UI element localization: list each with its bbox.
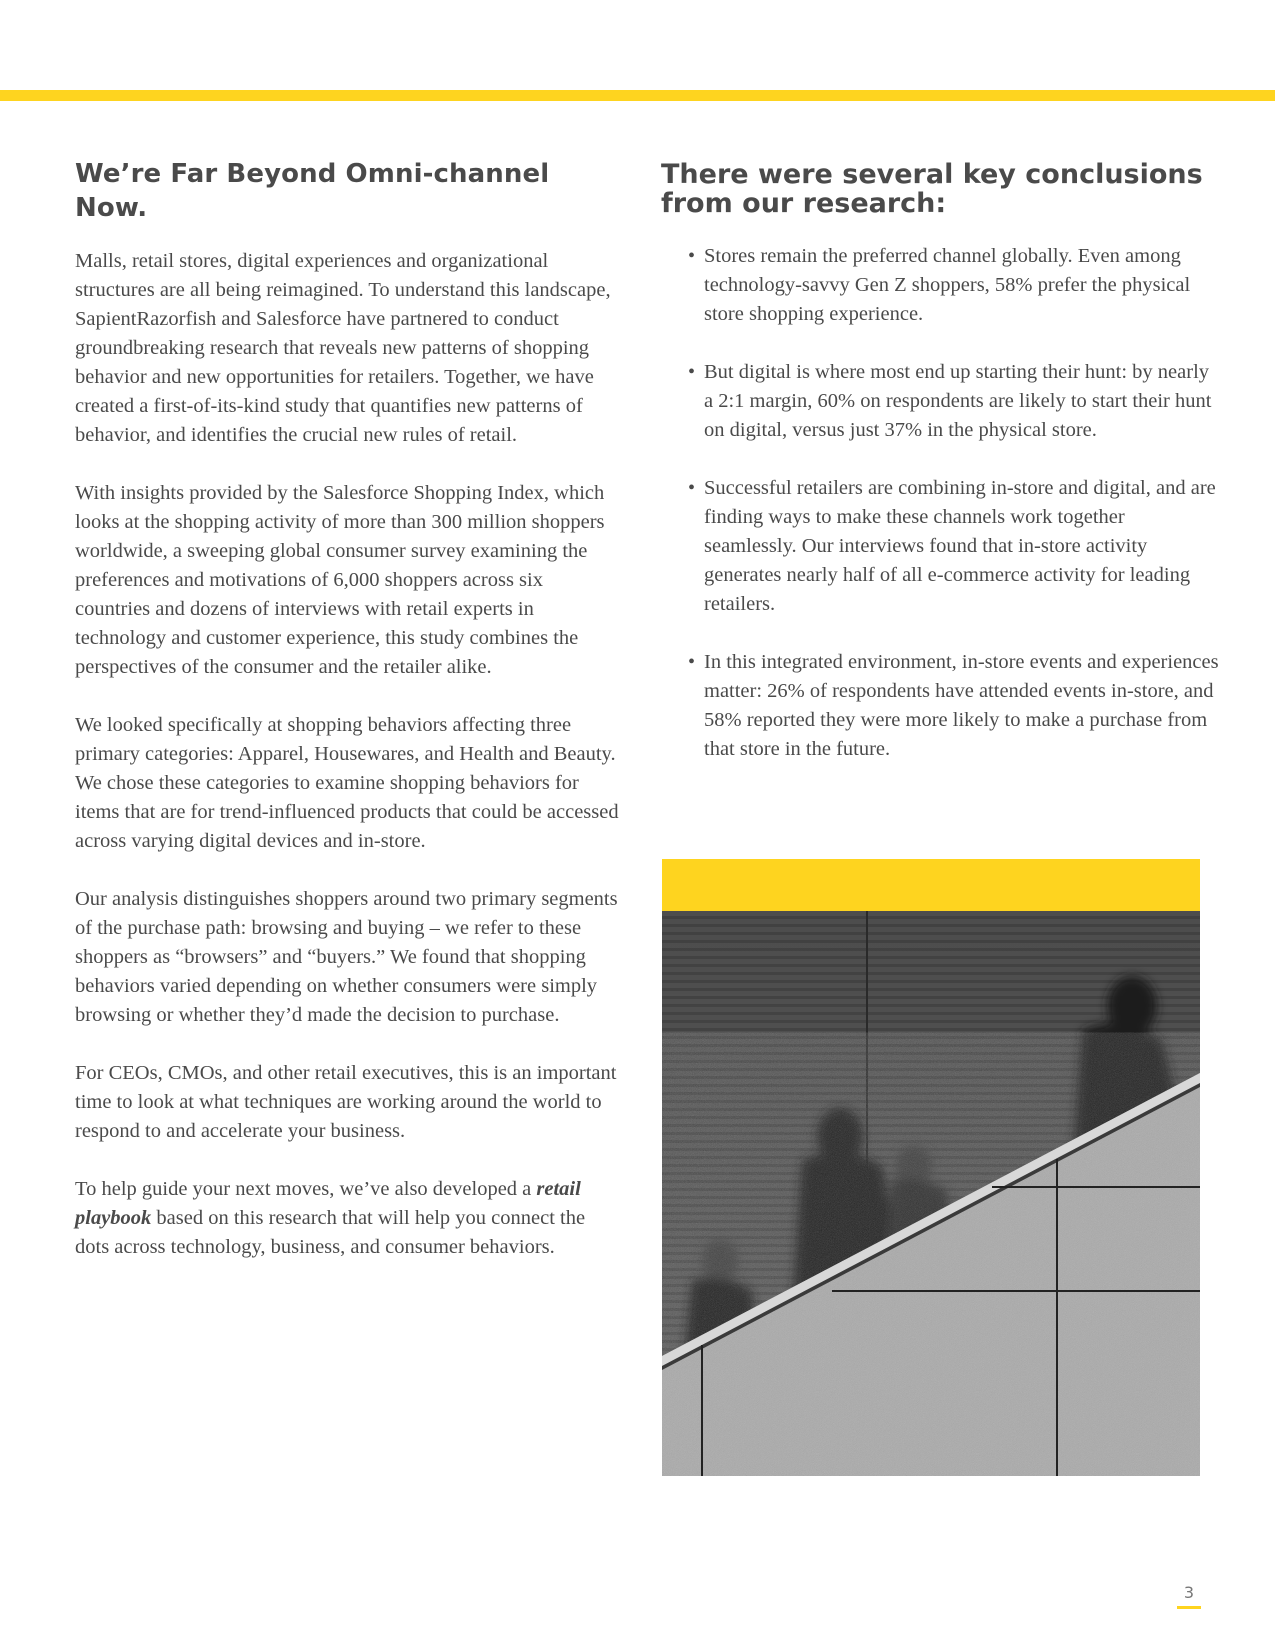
list-item (661, 358, 1221, 445)
bullet-icon: • (688, 651, 696, 673)
conclusions-heading: There were several key conclusions from our research: (661, 159, 1203, 219)
body-paragraph-6 (75, 1175, 620, 1262)
body-paragraph-1: Malls, retail stores, digital experiences and organizational structures are all being reimagined. To understand this landscape, SapientRazorfish and Salesforce have partnered to conduct groundbreaking research that reveals new patterns of shopping behavior and new opportunities for retailers. Together, we have created a first-of-its-kind study that quantifies new patterns of behavior, and identifies the crucial new rules of retail. (75, 250, 611, 446)
conclusions-list (661, 242, 1221, 764)
left-column (75, 157, 620, 1291)
body-paragraph-5: For CEOs, CMOs, and other retail executives, this is an important time to look at what techniques are working around the world to respond to and accelerate your business. (75, 1062, 617, 1142)
top-accent-rule (0, 90, 1275, 101)
playbook-text-suffix: based on this research that will help you connect the dots across technology, business, and consumer behaviors. (75, 1207, 586, 1258)
page-number: 3 (1183, 1583, 1195, 1602)
bullet-text: Stores remain the preferred channel globally. Even among technology-savvy Gen Z shoppers, 58% prefer the physical store shopping experience. (704, 245, 1191, 325)
escalator-shoppers-photo (662, 911, 1200, 1476)
photo-accent-band (662, 859, 1200, 911)
body-paragraph-3: We looked specifically at shopping behaviors affecting three primary categories: Apparel, Housewares, and Health and Beauty. We chose these categories to examine shopping behaviors for items that are for trend-influenced products that could be accessed across varying digital devices and in-store. (75, 714, 619, 852)
playbook-text-prefix: To help guide your next moves, we’ve also developed a (75, 1178, 532, 1200)
bullet-text: But digital is where most end up starting their hunt: by nearly a 2:1 margin, 60% on respondents are likely to start their hunt on digital, versus just 37% in the physical store. (704, 361, 1212, 441)
list-item (661, 474, 1221, 619)
retail-playbook-emphasis: retail playbook (75, 1178, 581, 1229)
list-item (661, 242, 1221, 329)
escalator-photo-block (662, 859, 1200, 1476)
body-paragraph-4: Our analysis distinguishes shoppers around two primary segments of the purchase path: browsing and buying – we refer to these shoppers as “browsers” and “buyers.” We found that shopping behaviors varied depending on whether consumers were simply browsing or whether they’d made the decision to purchase. (75, 888, 618, 1026)
left-heading: We’re Far Beyond Omni-channel Now. (75, 159, 550, 223)
bullet-icon: • (688, 245, 696, 267)
right-column (661, 160, 1221, 793)
list-item (661, 648, 1221, 764)
page-number-underline (1177, 1606, 1201, 1609)
bullet-icon: • (688, 361, 696, 383)
body-paragraph-2: With insights provided by the Salesforce Shopping Index, which looks at the shopping activity of more than 300 million shoppers worldwide, a sweeping global consumer survey examining the preferences and motivations of 6,000 shoppers across six countries and dozens of interviews with retail experts in technology and customer experience, this study combines the perspectives of the consumer and the retailer alike. (75, 482, 605, 678)
bullet-text: In this integrated environment, in-store events and experiences matter: 26% of respondents have attended events in-store, and 58% reported they were more likely to make a purchase from that store in the future. (704, 651, 1219, 760)
bullet-text: Successful retailers are combining in-store and digital, and are finding ways to make these channels work together seamlessly. Our interviews found that in-store activity generates nearly half of all e-commerce activity for leading retailers. (704, 477, 1216, 615)
bullet-icon: • (688, 477, 696, 499)
